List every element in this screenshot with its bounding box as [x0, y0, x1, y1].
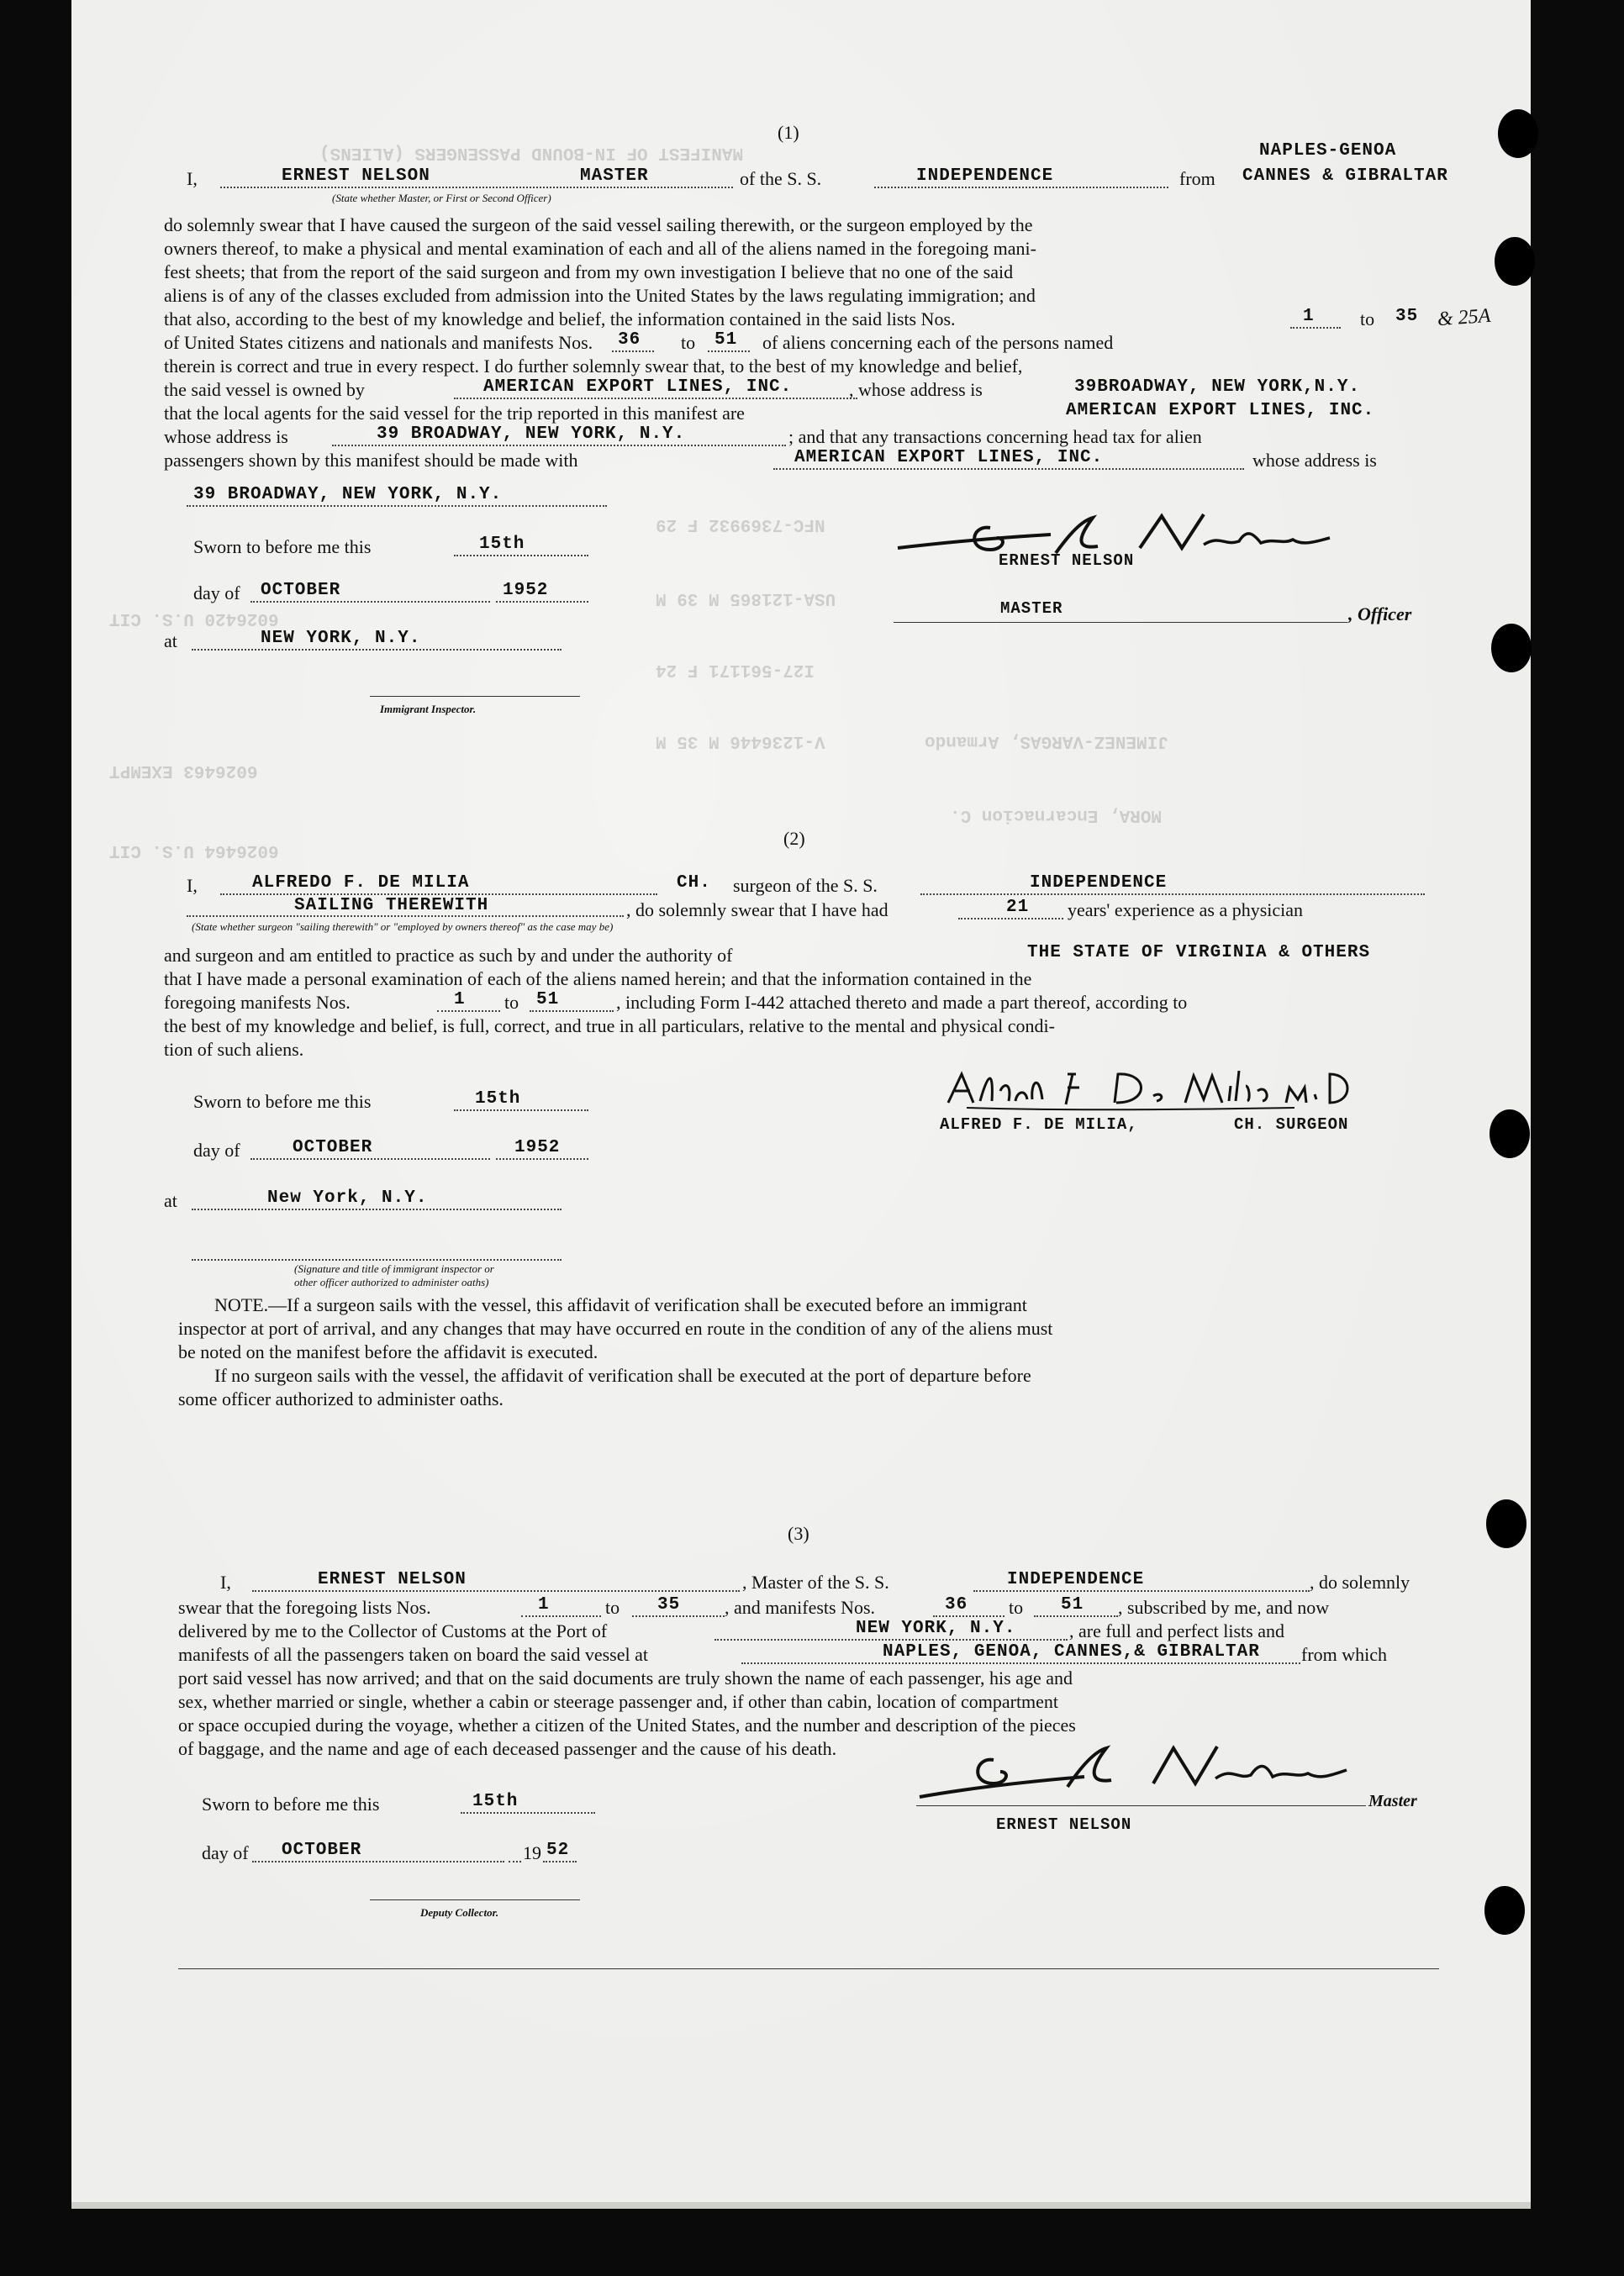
oath-line: aliens is of any of the classes excluded from admission into the United States by the laws regulating immigration; and	[164, 285, 1036, 306]
note-line: some officer authorized to administer oaths.	[178, 1388, 504, 1409]
bleed-through-text: USA-121865 M 39 M	[656, 588, 836, 608]
oath-line: that also, according to the best of my knowledge and belief, the information contained in the said lists Nos.	[164, 308, 956, 329]
sworn-day-field: 15th	[472, 1792, 519, 1811]
oath-line: therein is correct and true in every respect. I do further solemnly swear that, to the best of my knowledge and belief,	[164, 356, 1023, 377]
inspector-signature-line	[370, 696, 580, 697]
oath-line: do solemnly swear that I have caused the surgeon of the said vessel sailing therewith, or the surgeon employed by the	[164, 214, 1033, 235]
master-typed-name: ERNEST NELSON	[999, 551, 1135, 570]
officer-label: , Officer	[1348, 603, 1412, 624]
to-label: to	[1009, 1597, 1024, 1618]
blank-line	[461, 1812, 595, 1814]
sworn-month-field: OCTOBER	[293, 1138, 373, 1157]
blank-line	[192, 1209, 562, 1210]
blank-line	[714, 1639, 1068, 1641]
section-2-i: I,	[187, 875, 198, 896]
sworn-year-field: 1952	[514, 1138, 561, 1157]
deputy-collector-title: Deputy Collector.	[420, 1906, 499, 1919]
blank-line	[252, 1590, 740, 1592]
note-line: inspector at port of arrival, and any changes that may have occurred en route in the condition of any of the aliens must	[178, 1318, 1053, 1339]
ports-field: NAPLES, GENOA, CANNES,& GIBRALTAR	[883, 1642, 1260, 1662]
blank-line	[220, 187, 733, 188]
blank-line	[509, 1861, 521, 1862]
years-field: 21	[1006, 898, 1030, 917]
authority-field: THE STATE OF VIRGINIA & OTHERS	[1027, 943, 1371, 962]
sworn-label: Sworn to before me this	[193, 1091, 372, 1112]
signature-note: (Signature and title of immigrant inspector or	[294, 1262, 494, 1275]
page-edge	[71, 2202, 1531, 2209]
bleed-through-text: V-1236446 M 35 M	[656, 731, 825, 751]
oath-line: , are full and perfect lists and	[1069, 1620, 1284, 1641]
section-1-i: I,	[187, 168, 198, 189]
agents-field: AMERICAN EXPORT LINES, INC.	[1066, 401, 1375, 420]
of-ss-label: of the S. S.	[740, 168, 822, 189]
year-suffix-field: 52	[546, 1841, 570, 1860]
oath-line: manifests of all the passengers taken on board the said vessel at	[178, 1644, 649, 1665]
bleed-through-text: 6026464 U.S. CIT	[109, 840, 279, 860]
oath-line: ; and that any transactions concerning head tax for alien	[788, 426, 1202, 447]
oath-line: swear that the foregoing lists Nos.	[178, 1597, 431, 1618]
sworn-year-field: 1952	[503, 581, 549, 600]
master-name-field: ERNEST NELSON	[318, 1570, 467, 1589]
blank-line	[632, 1615, 725, 1617]
oath-line: foregoing manifests Nos.	[164, 992, 351, 1013]
oath-line: delivered by me to the Collector of Customs at the Port of	[178, 1620, 608, 1641]
sworn-label: Sworn to before me this	[193, 536, 372, 557]
inspector-title: Immigrant Inspector.	[380, 703, 477, 715]
agents-address-field: 39 BROADWAY, NEW YORK, N.Y.	[377, 424, 686, 444]
section-3-number: (3)	[788, 1523, 809, 1544]
binder-hole	[1495, 237, 1535, 286]
blank-line	[973, 1590, 1310, 1592]
blank-line	[454, 398, 857, 399]
blank-line	[920, 893, 1425, 895]
to-label: to	[1360, 308, 1375, 329]
blank-line	[454, 1109, 588, 1111]
blank-line	[252, 1861, 504, 1862]
blank-line	[437, 1010, 500, 1012]
master-typed-rank: MASTER	[1000, 599, 1063, 618]
sworn-place-field: New York, N.Y.	[267, 1188, 428, 1208]
manifests-from-field: 36	[945, 1595, 968, 1615]
blank-line	[773, 468, 1244, 470]
oath-line: and surgeon and am entitled to practice as such by and under the authority of	[164, 945, 733, 966]
lists-from-field: 1	[1303, 307, 1315, 326]
blank-line	[220, 893, 657, 895]
lists-to-field: 35	[1395, 307, 1419, 326]
manifests-to-field: 51	[1061, 1595, 1084, 1615]
handwritten-margin-note: & 25A	[1437, 304, 1492, 331]
oath-line: passengers shown by this manifest should be made with	[164, 450, 578, 471]
head-tax-field: AMERICAN EXPORT LINES, INC.	[794, 448, 1104, 467]
oath-line: , and manifests Nos.	[725, 1597, 876, 1618]
blank-line	[454, 555, 588, 556]
master-name-field: ERNEST NELSON	[282, 166, 430, 186]
oath-line: sex, whether married or single, whether a cabin or steerage passenger and, if other than cabin, location of compartment	[178, 1691, 1059, 1712]
oath-line: whose address is	[1252, 450, 1377, 471]
oath-line: that the local agents for the said vessel for the trip reported in this manifest are	[164, 403, 745, 424]
section-3-i: I,	[220, 1572, 231, 1593]
oath-line: or space occupied during the voyage, whether a citizen of the United States, and the number and description of the pieces	[178, 1715, 1076, 1736]
blank-line	[958, 918, 1063, 919]
note-line: If no surgeon sails with the vessel, the affidavit of verification shall be executed at the port of departure before	[214, 1365, 1031, 1386]
sworn-month-field: OCTOBER	[261, 581, 341, 600]
sworn-label: Sworn to before me this	[202, 1794, 380, 1815]
sworn-day-field: 15th	[475, 1089, 521, 1109]
blank-line	[250, 601, 490, 603]
oath-line: , including Form I-442 attached thereto and made a part thereof, according to	[616, 992, 1188, 1013]
port-field: NEW YORK, N.Y.	[856, 1619, 1016, 1638]
master-signature-line	[916, 1805, 1366, 1806]
lists-from-field: 1	[538, 1595, 550, 1615]
to-label: to	[681, 332, 696, 353]
blank-line	[543, 1861, 577, 1862]
oath-line: the best of my knowledge and belief, is full, correct, and true in all particulars, relative to the mental and physical condi-	[164, 1015, 1055, 1036]
note-line: NOTE.—If a surgeon sails with the vessel, this affidavit of verification shall be executed before an immigrant	[214, 1294, 1027, 1315]
from-label: from	[1179, 168, 1215, 189]
head-tax-address-field: 39 BROADWAY, NEW YORK, N.Y.	[193, 485, 503, 504]
blank-line	[250, 1158, 490, 1160]
oath-line: , do solemnly swear that I have had	[626, 899, 888, 920]
blank-line	[187, 915, 624, 917]
section-1-number: (1)	[778, 122, 799, 143]
oath-line: fest sheets; that from the report of the said surgeon and from my own investigation I believe that no one of the said	[164, 261, 1014, 282]
day-of-label: day of	[202, 1842, 249, 1863]
oath-line: that I have made a personal examination of each of the aliens named herein; and that the information contained in the	[164, 968, 1032, 989]
binder-hole	[1498, 109, 1538, 158]
owner-field: AMERICAN EXPORT LINES, INC.	[483, 377, 793, 397]
year-prefix: 19	[523, 1842, 541, 1863]
surgeon-of-label: surgeon of the S. S.	[733, 875, 878, 896]
surgeon-vessel-field: INDEPENDENCE	[1030, 873, 1168, 893]
surgeon-manifests-to: 51	[536, 990, 560, 1009]
surgeon-signature	[941, 1066, 1446, 1116]
owner-address-field: 39BROADWAY, NEW YORK,N.Y.	[1074, 377, 1361, 397]
oath-line: from which	[1301, 1644, 1388, 1665]
state-note: (State whether Master, or First or Second Officer)	[332, 192, 551, 204]
oath-line: of aliens concerning each of the persons named	[762, 332, 1114, 353]
sworn-day-field: 15th	[479, 535, 525, 554]
sailing-field: SAILING THEREWITH	[294, 896, 489, 915]
oath-line: of United States citizens and nationals and manifests Nos.	[164, 332, 593, 353]
surgeon-title-field: CH.	[677, 873, 711, 893]
lists-to-field: 35	[657, 1595, 681, 1615]
blank-line	[741, 1662, 1300, 1664]
do-solemnly-label: , do solemnly	[1310, 1572, 1410, 1593]
note-line: be noted on the manifest before the affidavit is executed.	[178, 1341, 598, 1362]
blank-line	[192, 1259, 562, 1261]
ports-line-1: NAPLES-GENOA	[1259, 141, 1397, 161]
bleed-through-text: NFC-7369932 F 29	[656, 514, 825, 534]
blank-line	[530, 1010, 614, 1012]
bleed-through-text: MORA, Encarnacion C.	[950, 805, 1163, 825]
to-label: to	[605, 1597, 620, 1618]
binder-hole	[1484, 1886, 1525, 1935]
blank-line	[708, 350, 750, 352]
blank-line	[332, 445, 786, 446]
surgeon-typed-title: CH. SURGEON	[1234, 1115, 1349, 1134]
surgeon-manifests-from: 1	[454, 990, 466, 1009]
oath-line: owners thereof, to make a physical and mental examination of each and all of the aliens named in the foregoing mani-	[164, 238, 1036, 259]
master-typed-name: ERNEST NELSON	[996, 1815, 1132, 1834]
day-of-label: day of	[193, 1140, 240, 1161]
at-label: at	[164, 1190, 177, 1211]
surgeon-typed-name: ALFRED F. DE MILIA,	[940, 1115, 1138, 1134]
blank-line	[1034, 1615, 1118, 1617]
oath-line: of baggage, and the name and age of each deceased passenger and the cause of his death.	[178, 1738, 837, 1759]
blank-line	[496, 601, 588, 603]
blank-line	[192, 649, 562, 651]
blank-line	[521, 1615, 601, 1617]
oath-line: , subscribed by me, and now	[1118, 1597, 1330, 1618]
master-label: Master	[1368, 1792, 1417, 1810]
bleed-through-text: I27-561171 F 24	[656, 660, 815, 679]
binder-hole	[1486, 1499, 1526, 1548]
surgeon-name-field: ALFREDO F. DE MILIA	[252, 873, 470, 893]
oath-line: the said vessel is owned by	[164, 379, 365, 400]
day-of-label: day of	[193, 582, 240, 603]
sworn-month-field: OCTOBER	[282, 1841, 362, 1860]
to-label: to	[504, 992, 519, 1013]
manifests-to-field: 51	[714, 330, 738, 350]
section-2-number: (2)	[783, 828, 805, 849]
bleed-through-text: 6026420 U.S. CIT	[109, 609, 279, 628]
manifests-from-field: 36	[618, 330, 641, 350]
oath-line: tion of such aliens.	[164, 1039, 304, 1060]
master-rank-field: MASTER	[580, 166, 649, 186]
blank-line	[496, 1158, 588, 1160]
oath-line: years' experience as a physician	[1068, 899, 1304, 920]
signature-note: other officer authorized to administer oaths)	[294, 1276, 489, 1288]
state-note: (State whether surgeon "sailing therewith" or "employed by owners thereof" as the case may be)	[192, 920, 614, 933]
vessel-field: INDEPENDENCE	[916, 166, 1054, 186]
blank-line	[612, 350, 654, 352]
blank-line	[187, 505, 607, 507]
bleed-through-text: 6026463 EXEMPT	[109, 761, 258, 780]
ports-line-2: CANNES & GIBRALTAR	[1242, 166, 1448, 186]
oath-line: whose address is	[164, 426, 288, 447]
blank-line	[874, 187, 1168, 188]
master-of-label: , Master of the S. S.	[742, 1572, 889, 1593]
binder-hole	[1490, 1109, 1530, 1158]
blank-line	[933, 1615, 1004, 1617]
bleed-through-text: MANIFEST OF IN-BOUND PASSENGERS (ALIENS)	[319, 143, 744, 162]
sworn-place-field: NEW YORK, N.Y.	[261, 629, 421, 648]
bleed-through-text: JIMENEZ-VARGAS, Armando	[925, 731, 1168, 751]
at-label: at	[164, 630, 177, 651]
blank-line	[1290, 327, 1341, 329]
master-signature-3	[916, 1736, 1362, 1804]
master-signature-line	[894, 622, 1347, 623]
bottom-rule	[178, 1968, 1439, 1969]
oath-line: port said vessel has now arrived; and that on the said documents are truly shown the name of each passenger, his age and	[178, 1667, 1073, 1689]
deputy-signature-line	[370, 1899, 580, 1900]
oath-line: , whose address is	[849, 379, 983, 400]
binder-hole	[1491, 624, 1532, 672]
vessel-field: INDEPENDENCE	[1007, 1570, 1145, 1589]
